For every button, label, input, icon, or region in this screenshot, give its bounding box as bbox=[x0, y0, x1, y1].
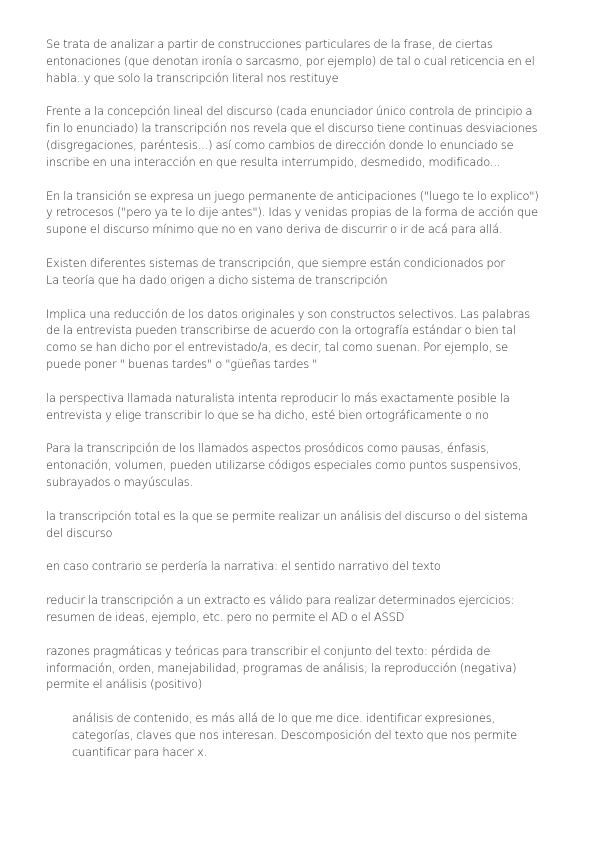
paragraph-extract bbox=[46, 592, 562, 626]
text-line: como se han dicho por el entrevistado/a, es decir, tal como suenan. Por ejemplo, se bbox=[46, 340, 508, 355]
text-line: resumen de ideas, ejemplo, etc. pero no permite el AD o el ASSD bbox=[46, 609, 405, 624]
paragraph-data-reduction bbox=[46, 306, 562, 373]
text-line: habla..y que solo la transcripción literal nos restituye bbox=[46, 70, 339, 85]
paragraph-naturalist bbox=[46, 390, 562, 424]
text-line: supone el discurso mínimo que no en vano deriva de discurrir o ir de acá para allá. bbox=[46, 222, 503, 237]
text-line: categorías, claves que nos interesan. Descomposición del texto que nos permite bbox=[72, 727, 517, 742]
text-line: cuantificar para hacer x. bbox=[72, 744, 208, 759]
text-line: puede poner " buenas tardes" o "güeñas tardes " bbox=[46, 356, 318, 371]
text-line: (disgregaciones, paréntesis...) así como cambios de dirección donde lo enunciado se bbox=[46, 137, 514, 152]
text-line: información, orden, manejabilidad, programas de análisis; la reproducción (negativa) bbox=[46, 660, 517, 675]
text-line: la transcripción total es la que se permite realizar un análisis del discurso o del sistema bbox=[46, 508, 528, 523]
text-line: del discurso bbox=[46, 525, 113, 540]
text-line: Se trata de analizar a partir de construcciones particulares de la frase, de ciertas bbox=[46, 37, 493, 51]
text-line: la perspectiva llamada naturalista intenta reproducir lo más exactamente posible la bbox=[46, 390, 510, 405]
paragraph-prosodic bbox=[46, 440, 562, 490]
text-line: entrevista y elige transcribir lo que se ha dicho, esté bien ortográficamente o no bbox=[46, 407, 489, 422]
paragraph-transition bbox=[46, 188, 562, 238]
text-line: La teoría que ha dado origen a dicho sistema de transcripción bbox=[46, 272, 388, 287]
text-line: razones pragmáticas y teóricas para transcribir el conjunto del texto: pérdida de bbox=[46, 643, 491, 658]
paragraph-total-transcription bbox=[46, 508, 562, 542]
paragraph-literal-transcription bbox=[46, 36, 562, 86]
text-line: entonaciones (que denotan ironía o sarcasmo, por ejemplo) de tal o cual reticencia en el bbox=[46, 53, 535, 68]
text-line: reducir la transcripción a un extracto es válido para realizar determinados ejercicios: bbox=[46, 593, 515, 608]
text-line: subrayados o mayúsculas. bbox=[46, 474, 194, 489]
paragraph-linear-discourse bbox=[46, 103, 562, 170]
paragraph-narrative bbox=[46, 558, 562, 575]
text-line: fin lo enunciado) la transcripción nos revela que el discurso tiene continuas desviaciones bbox=[46, 121, 538, 136]
text-line: análisis de contenido, es más allá de lo que me dice. identificar expresiones, bbox=[72, 711, 495, 726]
paragraph-transcription-systems bbox=[46, 255, 562, 289]
text-line: Existen diferentes sistemas de transcripción, que siempre están condicionados por bbox=[46, 255, 505, 270]
text-line: entonación, volumen, pueden utilizarse códigos especiales como puntos suspensivos, bbox=[46, 458, 522, 473]
text-line: y retrocesos ("pero ya te lo dije antes"). Idas y venidas propias de la forma de acción que bbox=[46, 205, 539, 220]
document-page bbox=[46, 36, 562, 761]
text-line: En la transición se expresa un juego permanente de anticipaciones ("luego te lo explico") bbox=[46, 188, 539, 203]
text-line: en caso contrario se perdería la narrativa: el sentido narrativo del texto bbox=[46, 559, 441, 574]
paragraph-content-analysis bbox=[46, 710, 562, 760]
text-line: de la entrevista pueden transcribirse de acuerdo con la ortografía estándar o bien tal bbox=[46, 323, 516, 338]
text-line: Para la transcripción de los llamados aspectos prosódicos como pausas, énfasis, bbox=[46, 441, 490, 456]
text-line: Frente a la concepción lineal del discurso (cada enunciador único controla de principio a bbox=[46, 104, 533, 119]
text-line: inscribe en una interacción en que resulta interrumpido, desmedido, modificado... bbox=[46, 154, 501, 169]
text-line: permite el análisis (positivo) bbox=[46, 677, 203, 692]
paragraph-reasons bbox=[46, 643, 562, 693]
text-line: Implica una reducción de los datos originales y son constructos selectivos. Las palabras bbox=[46, 306, 531, 321]
